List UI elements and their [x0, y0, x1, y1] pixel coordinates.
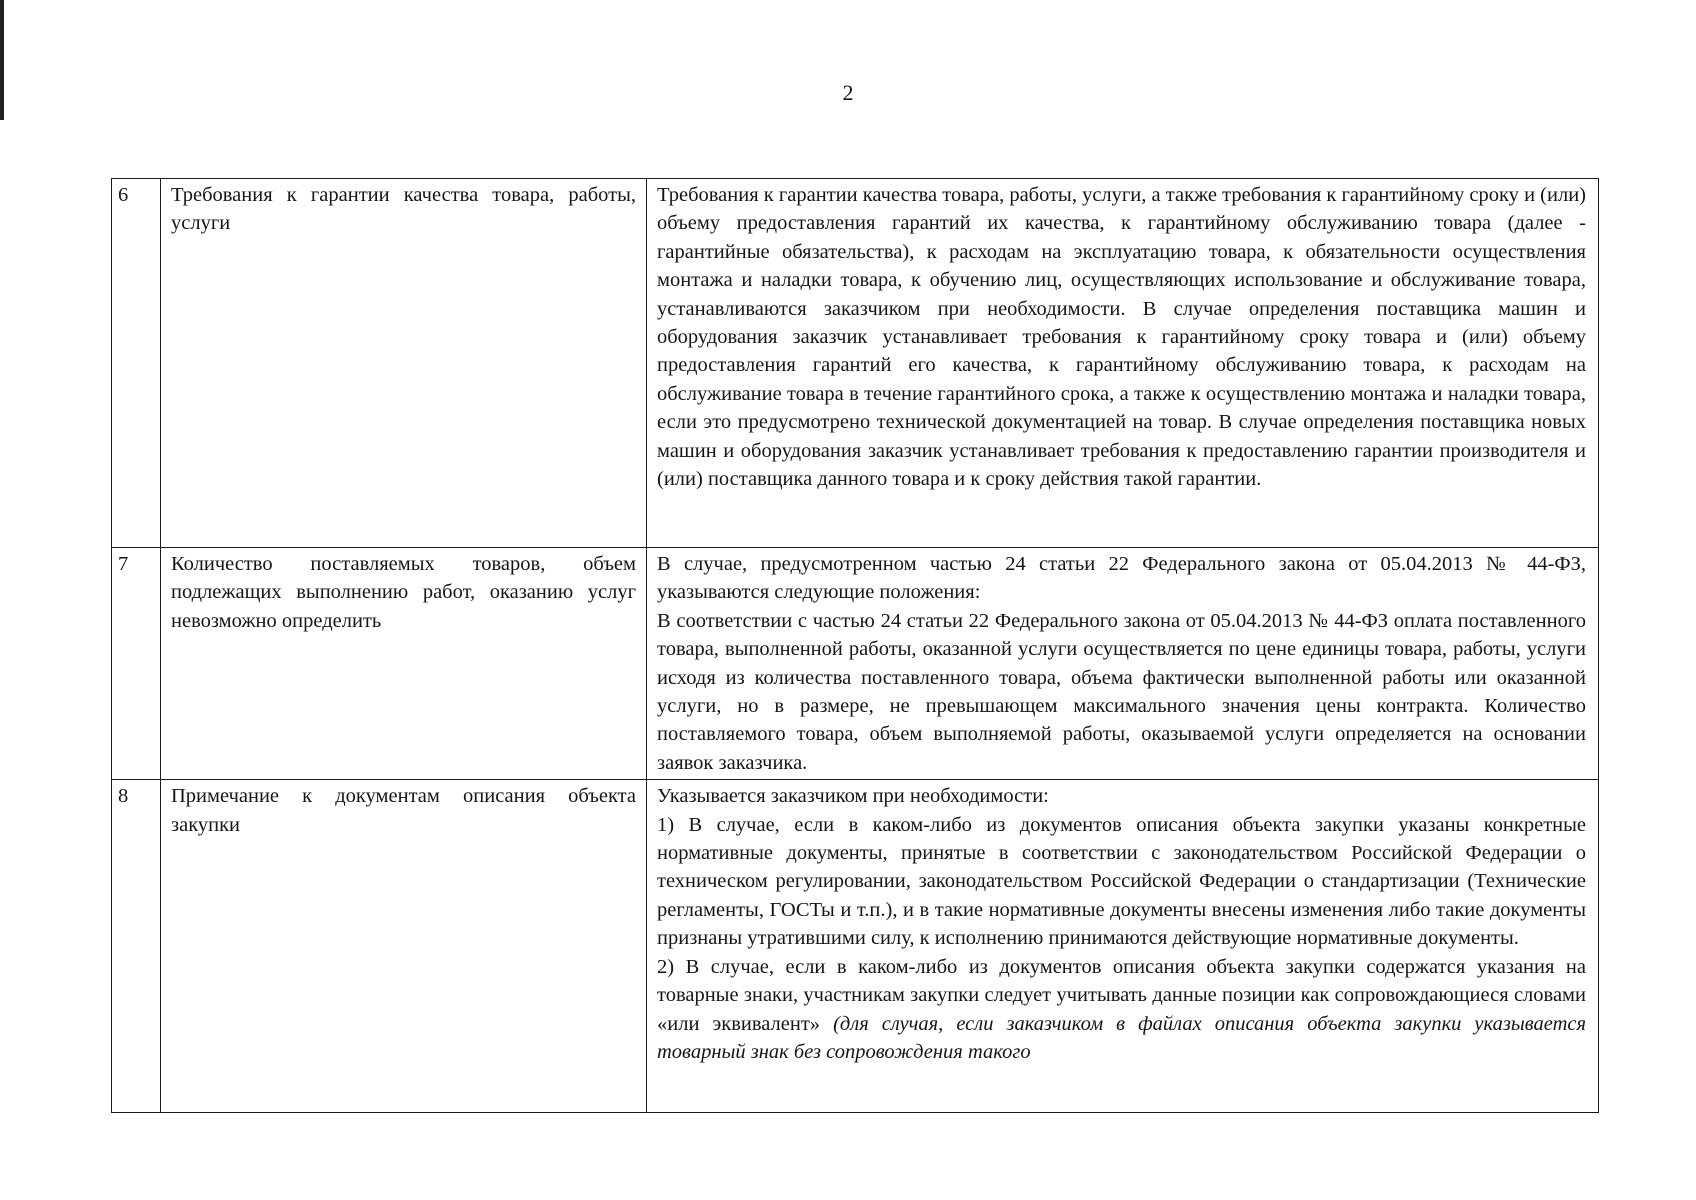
content-paragraph: Требования к гарантии качества товара, работы, услуги, а также требования к гарантийному сроку и (или) объему предоставления гарантий их качества, к гарантийному обслуживанию товара (далее - гарантийные обязательства), к расходам на эксплуатацию товара, к обязательности осуществления монтажа и наладки товара, к обучению лиц, осуществляющих использование и обслуживание товара, устанавливаются заказчиком при необходимости. В случае определения поставщика машин и оборудования заказчик устанавливает требования к гарантийному сроку товара и (или) объему предоставления гарантий его качества, к гарантийному обслуживанию товара, к расходам на обслуживание товара в течение гарантийного срока, а также к осуществлению монтажа и наладки товара, если это предусмотрено технической документацией на товар. В случае определения поставщика новых машин и оборудования заказчик устанавливает требования к предоставлению гарантии производителя и (или) поставщика данного товара и к сроку действия такой гарантии. [657, 184, 1586, 491]
content-paragraph: В случае, предусмотренном частью 24 статьи 22 Федерального закона от 05.04.2013 № 44-ФЗ, указываются следующие положения: [657, 553, 1586, 604]
row-content [647, 780, 1599, 1113]
row-number: 7 [112, 548, 161, 780]
table-row [112, 780, 1599, 1113]
content-paragraph: Указывается заказчиком при необходимости: [657, 785, 1049, 808]
table-row [112, 179, 1599, 548]
row-number: 8 [112, 780, 161, 1113]
row-number: 6 [112, 179, 161, 548]
content-paragraph: В соответствии с частью 24 статьи 22 Федерального закона от 05.04.2013 № 44-ФЗ оплата поставленного товара, выполненной работы, оказанной услуги осуществляется по цене единицы товара, работы, услуги исходя из количества поставленного товара, объема фактически выполненной работы или оказанной услуги, но в размере, не превышающем максимального значения цены контракта. Количество поставляемого товара, объем выполняемой работы, оказываемой услуги определяется на основании заявок заказчика. [657, 609, 1586, 774]
content-clip [657, 782, 1586, 1066]
content-paragraph [657, 953, 1586, 1067]
page-number: 2 [842, 80, 854, 105]
table-row [112, 548, 1599, 780]
row-label: Количество поставляемых товаров, объем подлежащих выполнению работ, оказанию услуг невозможно определить [161, 548, 647, 780]
row-content [647, 179, 1599, 548]
row-label: Требования к гарантии качества товара, работы, услуги [161, 179, 647, 548]
content-paragraph: 1) В случае, если в каком-либо из документов описания объекта закупки указаны конкретные нормативные документы, принятые в соответствии с законодательством Российской Федерации о техническом регулировании, законодательством Российской Федерации о стандартизации (Технические регламенты, ГОСТы и т.п.), и в такие нормативные документы внесены изменения либо такие документы признаны утратившими силу, к исполнению принимаются действующие нормативные документы. [657, 813, 1586, 950]
row-label: Примечание к документам описания объекта закупки [161, 780, 647, 1113]
requirements-table [111, 178, 1599, 1113]
italic-note: (для случая, если заказчиком в файлах описания объекта закупки указывается товарный знак без сопровождения такого [657, 1012, 1586, 1063]
row-content [647, 548, 1599, 780]
content-text: 2) В случае, если в каком-либо из документов описания объекта закупки содержатся указания на товарные знаки, участникам закупки следует учитывать данные позиции как сопровождающиеся словами «или эквивалент» [657, 955, 1586, 1035]
